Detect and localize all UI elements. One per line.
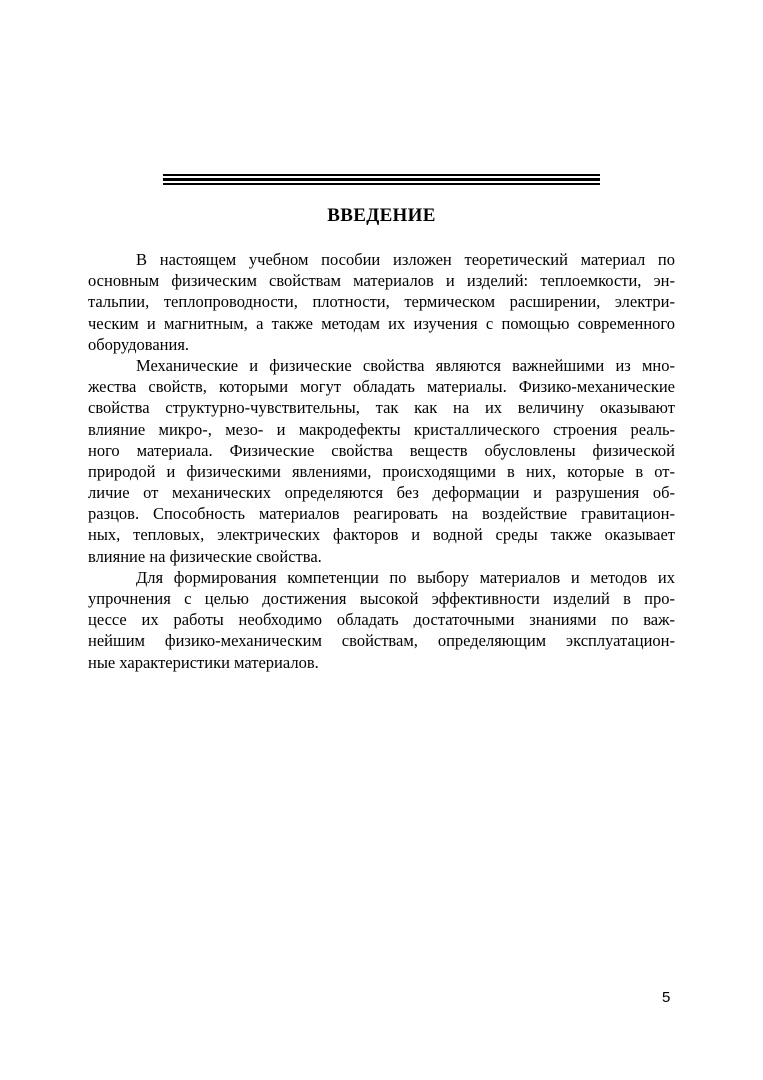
text-line: оборудования.	[88, 334, 190, 354]
text-line: ных, тепловых, электрических факторов и водной среды также оказывает	[88, 525, 675, 545]
heading-rule-bottom	[163, 183, 600, 185]
text-line: жества свойств, которыми могут обладать материалы. Физико-механические	[88, 377, 675, 397]
body-text	[88, 249, 675, 673]
text-line: нейшим физико-механическим свойствам, определяющим эксплуатацион-	[88, 631, 675, 651]
text-line: В настоящем учебном пособии изложен теоретический материал по	[136, 250, 675, 269]
text-line: Механические и физические свойства являются важнейшими из мно-	[136, 355, 675, 375]
text-line: тальпии, теплопроводности, плотности, термическом расширении, электри-	[88, 292, 675, 312]
text-line: свойства структурно-чувствительны, так как на их величину оказывают	[88, 398, 675, 418]
text-line: цессе их работы необходимо обладать достаточными знаниями по важ-	[88, 610, 675, 630]
text-line: личие от механических определяются без деформации и разрушения об-	[88, 483, 675, 503]
text-line: ческим и магнитным, а также методам их изучения с помощью современного	[88, 313, 675, 333]
text-line: разцов. Способность материалов реагировать на воздействие гравитацион-	[88, 504, 675, 524]
heading-rule-middle	[163, 178, 600, 181]
text-line: влияние микро-, мезо- и макродефекты кристаллического строения реаль-	[88, 419, 675, 439]
section-heading: ВВЕДЕНИЕ	[327, 205, 436, 226]
paragraph	[88, 355, 675, 567]
text-line: ные характеристики материалов.	[88, 652, 319, 672]
text-line: природой и физическими явлениями, происходящими в них, которые в от-	[88, 461, 675, 481]
text-line: влияние на физические свойства.	[88, 546, 322, 566]
text-line: основным физическим свойствам материалов и изделий: теплоемкости, эн-	[88, 271, 675, 291]
heading-rule-top	[163, 174, 600, 176]
text-line: Для формирования компетенции по выбору материалов и методов их	[136, 567, 675, 587]
paragraph	[88, 249, 675, 355]
page-number: 5	[662, 989, 671, 1006]
paragraph	[88, 567, 675, 673]
text-line: ного материала. Физические свойства веществ обусловлены физической	[88, 440, 675, 460]
text-line: упрочнения с целью достижения высокой эффективности изделий в про-	[88, 589, 675, 608]
